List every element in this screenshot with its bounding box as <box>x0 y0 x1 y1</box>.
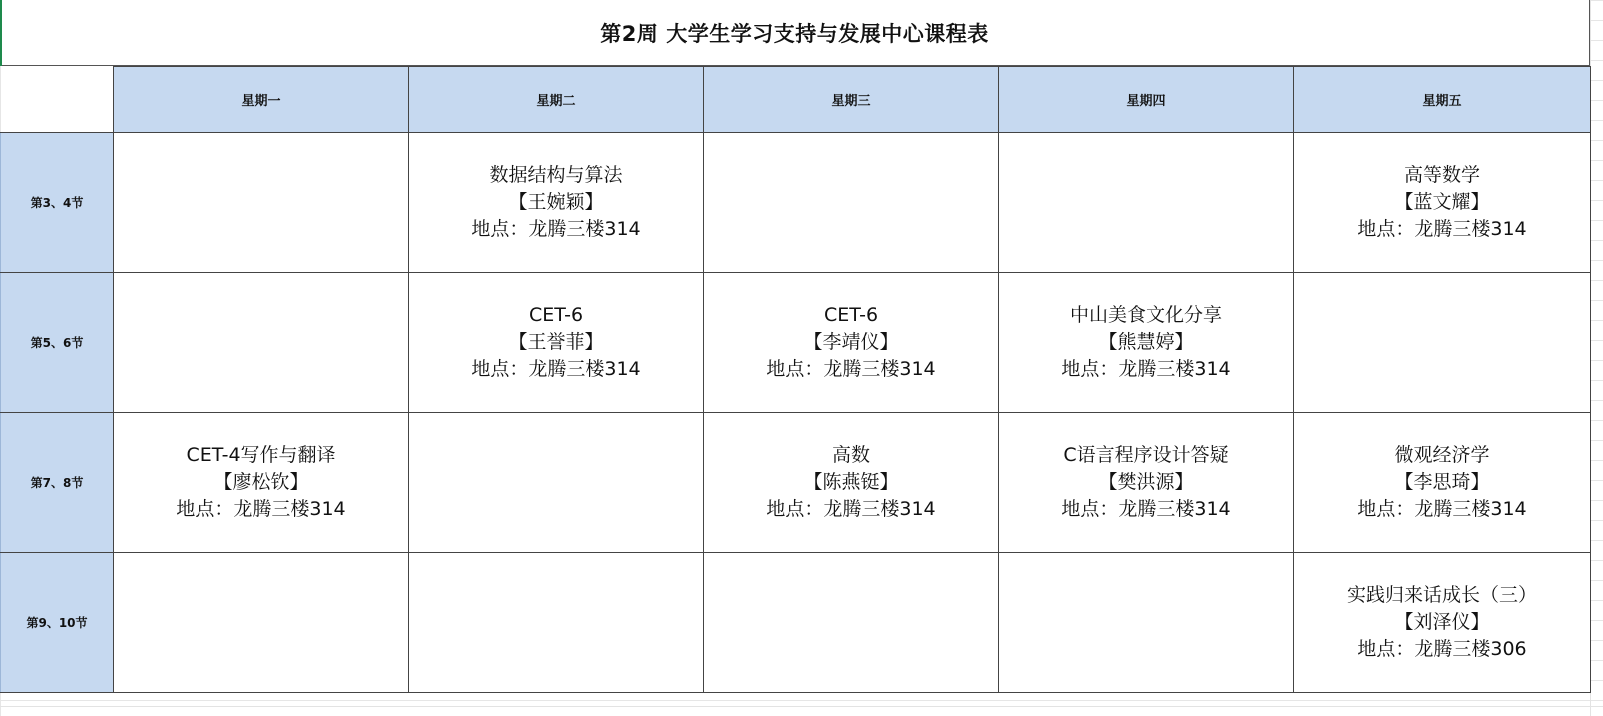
schedule-cell[interactable] <box>704 413 999 553</box>
title-cell[interactable] <box>0 0 1590 66</box>
schedule-table <box>0 66 1591 693</box>
table-row <box>1 553 1591 693</box>
schedule-cell[interactable] <box>1294 553 1591 693</box>
schedule-cell[interactable] <box>409 273 704 413</box>
course-location: 地点：龙腾三楼314 <box>1061 498 1231 520</box>
course-name: C语言程序设计答疑 <box>1063 444 1229 466</box>
course-name: CET-6 <box>823 304 879 326</box>
day-header-wednesday[interactable]: 星期三 <box>704 67 999 133</box>
course-entry <box>999 302 1293 383</box>
corner-cell[interactable] <box>1 67 114 133</box>
period-label[interactable]: 第9、10节 <box>1 553 114 693</box>
course-entry <box>704 442 998 523</box>
teacher-name: 【蓝文耀】 <box>1394 191 1490 213</box>
schedule-cell-empty[interactable] <box>114 553 409 693</box>
table-row <box>1 273 1591 413</box>
course-name: CET-6 <box>528 304 584 326</box>
course-name: 数据结构与算法 <box>489 164 623 186</box>
table-row <box>1 133 1591 273</box>
course-name: 高数 <box>831 444 870 466</box>
schedule-cell-empty[interactable] <box>114 273 409 413</box>
teacher-name: 【樊洪源】 <box>1098 471 1194 493</box>
course-location: 地点：龙腾三楼314 <box>1061 358 1231 380</box>
schedule-cell[interactable] <box>409 133 704 273</box>
period-label[interactable]: 第3、4节 <box>1 133 114 273</box>
schedule-cell-empty[interactable] <box>999 553 1294 693</box>
day-header-tuesday[interactable]: 星期二 <box>409 67 704 133</box>
day-header-friday[interactable]: 星期五 <box>1294 67 1591 133</box>
teacher-name: 【陈燕铤】 <box>803 471 899 493</box>
gridline <box>0 706 1603 707</box>
teacher-name: 【李思琦】 <box>1394 471 1490 493</box>
schedule-cell-empty[interactable] <box>409 553 704 693</box>
schedule-cell[interactable] <box>1294 133 1591 273</box>
course-location: 地点：龙腾三楼306 <box>1357 638 1527 660</box>
active-cell-indicator <box>0 0 2 66</box>
day-header-monday[interactable]: 星期一 <box>114 67 409 133</box>
schedule-cell-empty[interactable] <box>999 133 1294 273</box>
course-entry <box>999 442 1293 523</box>
teacher-name: 【王婉颖】 <box>508 191 604 213</box>
course-location: 地点：龙腾三楼314 <box>766 358 936 380</box>
teacher-name: 【廖松钦】 <box>213 471 309 493</box>
schedule-cell[interactable] <box>999 273 1294 413</box>
course-entry <box>1294 162 1590 243</box>
schedule-cell-empty[interactable] <box>704 553 999 693</box>
schedule-cell-empty[interactable] <box>114 133 409 273</box>
teacher-name: 【李靖仪】 <box>803 331 899 353</box>
schedule-cell-empty[interactable] <box>704 133 999 273</box>
schedule-cell-empty[interactable] <box>1294 273 1591 413</box>
teacher-name: 【刘泽仪】 <box>1394 611 1490 633</box>
course-name: 中山美食文化分享 <box>1069 304 1222 326</box>
schedule-cell-empty[interactable] <box>409 413 704 553</box>
course-entry <box>409 302 703 383</box>
course-location: 地点：龙腾三楼314 <box>1357 498 1527 520</box>
course-name: 微观经济学 <box>1394 444 1490 466</box>
course-entry <box>409 162 703 243</box>
table-row <box>1 413 1591 553</box>
teacher-name: 【熊慧婷】 <box>1098 331 1194 353</box>
course-entry <box>114 442 408 523</box>
page-title: 第2周 大学生学习支持与发展中心课程表 <box>600 21 989 46</box>
course-entry <box>1294 582 1590 663</box>
course-location: 地点：龙腾三楼314 <box>471 218 641 240</box>
course-name: 高等数学 <box>1403 164 1480 186</box>
schedule-cell[interactable] <box>1294 413 1591 553</box>
course-location: 地点：龙腾三楼314 <box>471 358 641 380</box>
schedule-cell[interactable] <box>704 273 999 413</box>
course-name: 实践归来话成长（三） <box>1346 584 1537 606</box>
schedule-cell[interactable] <box>114 413 409 553</box>
day-header-row <box>1 67 1591 133</box>
day-header-thursday[interactable]: 星期四 <box>999 67 1294 133</box>
period-label[interactable]: 第7、8节 <box>1 413 114 553</box>
teacher-name: 【王誉菲】 <box>508 331 604 353</box>
schedule-cell[interactable] <box>999 413 1294 553</box>
course-name: CET-4写作与翻译 <box>186 444 336 466</box>
course-location: 地点：龙腾三楼314 <box>1357 218 1527 240</box>
course-location: 地点：龙腾三楼314 <box>766 498 936 520</box>
course-entry <box>1294 442 1590 523</box>
period-label[interactable]: 第5、6节 <box>1 273 114 413</box>
course-entry <box>704 302 998 383</box>
course-location: 地点：龙腾三楼314 <box>176 498 346 520</box>
